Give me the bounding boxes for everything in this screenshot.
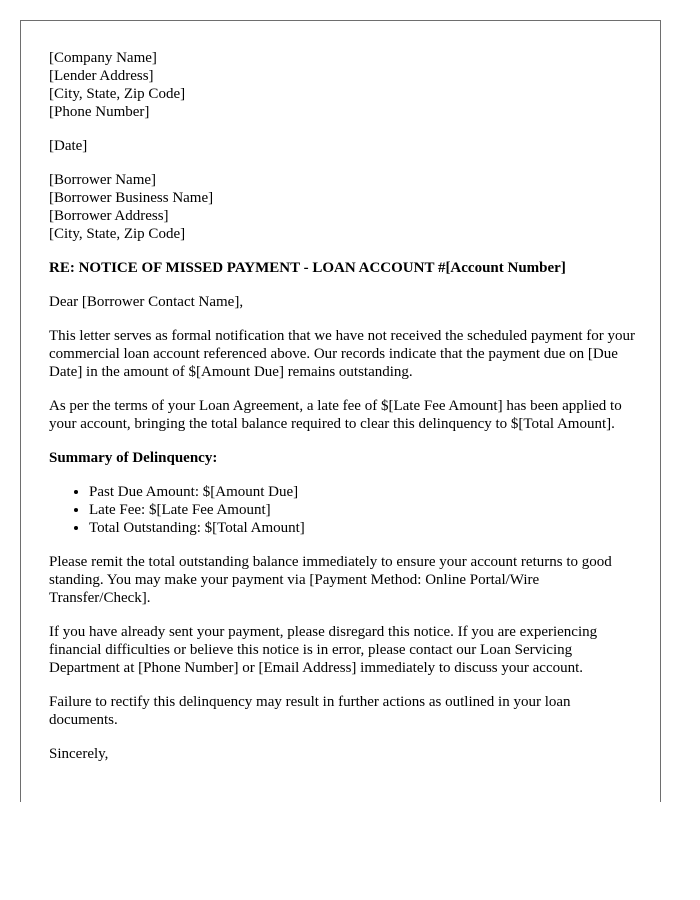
- paragraph-consequences: Failure to rectify this delinquency may result in further actions as outlined in your loan documents.: [49, 694, 571, 728]
- summary-heading: Summary of Delinquency:: [49, 450, 218, 466]
- letter-date: [Date]: [49, 138, 88, 154]
- paragraph-contact: If you have already sent your payment, please disregard this notice. If you are experiencing financial difficulties or believe this notice is in error, please contact our Loan Servicing Department at [Phone Number] or [Email Address] immediately to discuss your account.: [49, 624, 598, 676]
- recipient-name: [Borrower Name]: [49, 172, 157, 188]
- salutation: Dear [Borrower Contact Name],: [49, 294, 244, 310]
- paragraph-notification: This letter serves as formal notification that we have not received the scheduled payment for your commercial loan account referenced above. Our records indicate that the payment due on [Due Date] in the amount of $[Amount Due] remains outstanding.: [49, 328, 636, 380]
- recipient-address: [Borrower Address]: [49, 208, 169, 224]
- summary-item-late-fee: • Late Fee: $[Late Fee Amount]: [89, 501, 639, 519]
- letter-page: [20, 20, 661, 802]
- sender-block: [49, 49, 639, 121]
- letter-content: [49, 49, 639, 779]
- summary-item-total: • Total Outstanding: $[Total Amount]: [89, 519, 639, 537]
- sender-company-name: [Company Name]: [49, 50, 157, 66]
- recipient-block: [49, 171, 639, 243]
- recipient-business-name: [Borrower Business Name]: [49, 190, 214, 206]
- paragraph-late-fee: As per the terms of your Loan Agreement, a late fee of $[Late Fee Amount] has been applied to your account, bringing the total balance required to clear this delinquency to $[Total Amount].: [49, 398, 622, 432]
- date-block: [49, 137, 639, 155]
- subject-line: RE: NOTICE OF MISSED PAYMENT - LOAN ACCOUNT #[Account Number]: [49, 260, 566, 276]
- paragraph-remit: Please remit the total outstanding balance immediately to ensure your account returns to good standing. You may make your payment via [Payment Method: Online Portal/Wire Transfer/Check].: [49, 554, 612, 606]
- summary-item-past-due: • Past Due Amount: $[Amount Due]: [89, 483, 639, 501]
- closing: Sincerely,: [49, 746, 109, 762]
- sender-phone: [Phone Number]: [49, 104, 150, 120]
- sender-address: [Lender Address]: [49, 68, 154, 84]
- sender-city-state-zip: [City, State, Zip Code]: [49, 86, 186, 102]
- summary-list: [49, 483, 639, 537]
- recipient-city-state-zip: [City, State, Zip Code]: [49, 226, 186, 242]
